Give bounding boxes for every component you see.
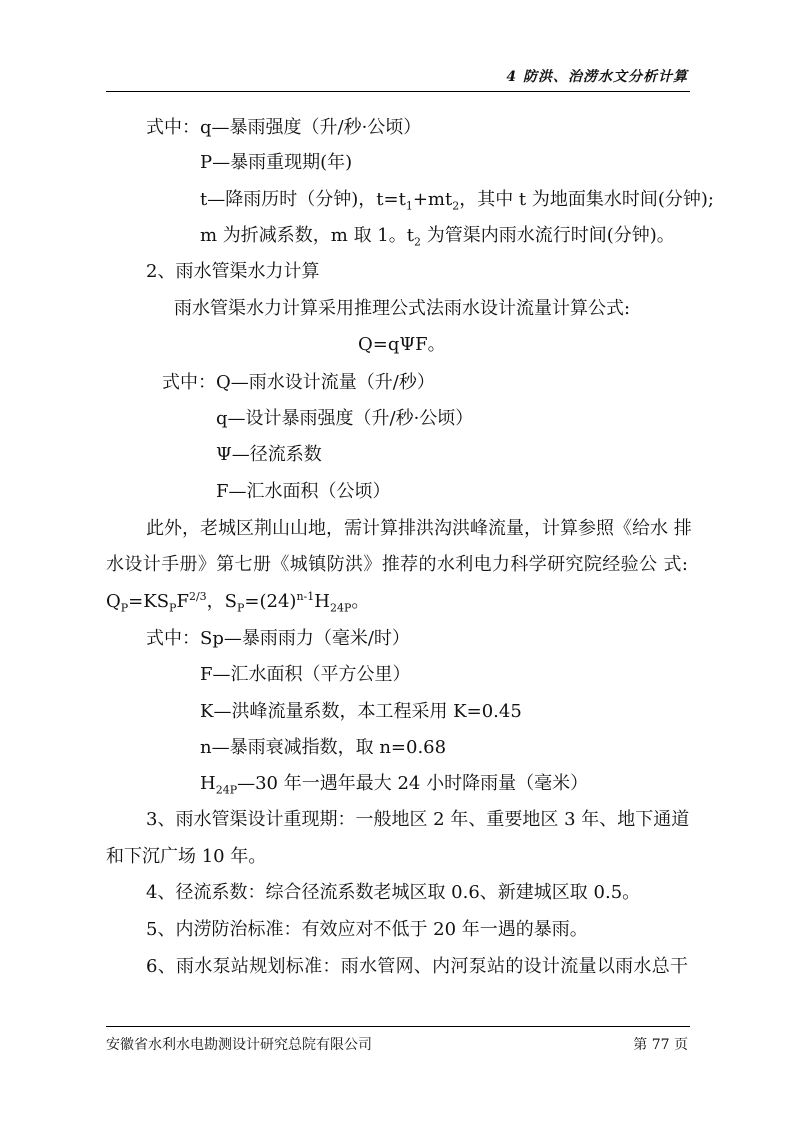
text-line: K—洪峰流量系数，本工程采用 K=0.45 xyxy=(200,701,522,722)
section-heading: 2、雨水管渠水力计算 xyxy=(146,261,320,282)
text-line: t—降雨历时（分钟)，$t=t_1+mt_2$，其中 t 为地面集水时间(分钟); xyxy=(200,189,714,213)
text-line: 式中：Sp—暴雨雨力（毫米/时） xyxy=(146,628,410,649)
footer-org: 安徽省水利水电勘测设计研究总院有限公司 xyxy=(106,1037,372,1053)
text-line: F—汇水面积（平方公里） xyxy=(200,664,411,685)
text-line: 式中：Q—雨水设计流量（升/秒） xyxy=(162,372,435,393)
text-line: 3、雨水管渠设计重现期：一般地区 2 年、重要地区 3 年、地下通道 xyxy=(146,809,690,830)
formula: $Q_P=KS_PF^{2/3}$，$S_P=(24)^{n-1}H_{24P}$。 xyxy=(106,590,370,615)
text-line: m 为折减系数，m 取 1。$t_2$ 为管渠内雨水流行时间(分钟)。 xyxy=(200,225,675,249)
text-line: 和下沉广场 10 年。 xyxy=(106,846,267,867)
text-line: P—暴雨重现期(年) xyxy=(200,152,353,173)
formula: Q=qΨF。 xyxy=(358,334,446,355)
text-line: 5、内涝防治标准：有效应对不低于 20 年一遇的暴雨。 xyxy=(146,919,588,940)
text-line: F—汇水面积（公顷） xyxy=(216,481,391,502)
text-line: Ψ—径流系数 xyxy=(216,444,322,465)
text-line: 此外，老城区荆山山地，需计算排洪沟洪峰流量，计算参照《给水 排 xyxy=(146,518,692,539)
text-line: q—设计暴雨强度（升/秒·公顷） xyxy=(216,408,474,429)
text-line: 4、径流系数：综合径流系数老城区取 0.6、新建城区取 0.5。 xyxy=(146,882,641,903)
running-header: 4 防洪、治涝水文分析计算 xyxy=(506,69,688,85)
text-line: $H_{24P}—30$ 年一遇年最大 24 小时降雨量（毫米） xyxy=(200,773,589,797)
page-number: 第 77 页 xyxy=(633,1037,688,1053)
text-line: 雨水管渠水力计算采用推理公式法雨水设计流量计算公式: xyxy=(174,298,631,319)
text-line: 式中：q—暴雨强度（升/秒·公顷） xyxy=(146,117,422,138)
header-rule xyxy=(106,91,690,92)
text-line: 6、雨水泵站规划标准：雨水管网、内河泵站的设计流量以雨水总干 xyxy=(146,956,688,977)
footer-rule xyxy=(106,1026,690,1027)
text-line: 水设计手册》第七册《城镇防洪》推荐的水利电力科学研究院经验公 式: xyxy=(106,554,688,575)
text-line: n—暴雨衰减指数，取 n=0.68 xyxy=(200,737,447,758)
